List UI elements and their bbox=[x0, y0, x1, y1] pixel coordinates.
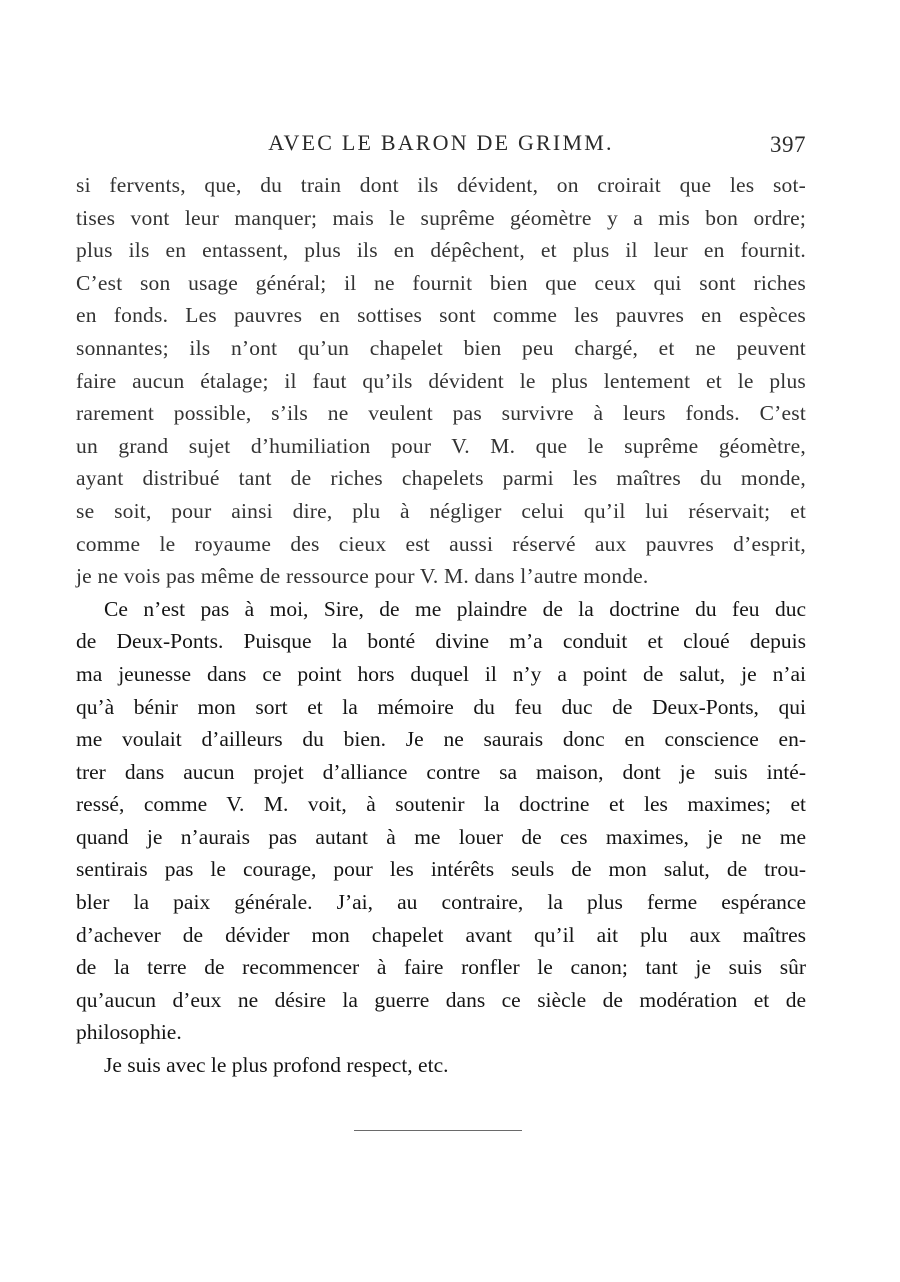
page-number: 397 bbox=[770, 132, 806, 157]
text-line: d’achever de dévider mon chapelet avant qu’il ait plu aux maîtres bbox=[76, 922, 806, 947]
text-line: de la terre de recommencer à faire ronfler le canon; tant je suis sûr bbox=[76, 955, 806, 980]
running-header bbox=[76, 126, 806, 166]
text-line: de Deux-Ponts. Puisque la bonté divine m’a conduit et cloué depuis bbox=[76, 629, 806, 654]
body-text bbox=[76, 169, 806, 1082]
text-line: faire aucun étalage; il faut qu’ils dévident le plus lentement et le plus bbox=[76, 368, 806, 393]
text-line: sentirais pas le courage, pour les intérêts seuls de mon salut, de trou- bbox=[76, 857, 806, 882]
text-line: je ne vois pas même de ressource pour V. M. dans l’autre monde. bbox=[76, 564, 649, 589]
text-line: quand je n’aurais pas autant à me louer de ces maximes, je ne me bbox=[76, 824, 806, 849]
text-line: comme le royaume des cieux est aussi réservé aux pauvres d’esprit, bbox=[76, 531, 806, 556]
running-title: AVEC LE BARON DE GRIMM. bbox=[268, 130, 614, 155]
text-line: en fonds. Les pauvres en sottises sont comme les pauvres en espèces bbox=[76, 303, 806, 328]
paragraph-continued bbox=[76, 169, 806, 593]
text-line: si fervents, que, du train dont ils dévident, on croirait que les sot- bbox=[76, 173, 806, 197]
text-line: ma jeunesse dans ce point hors duquel il n’y a point de salut, je n’ai bbox=[76, 661, 806, 686]
paragraph-doctrine bbox=[76, 593, 806, 1049]
text-line: tises vont leur manquer; mais le suprême géomètre y a mis bon ordre; bbox=[76, 205, 806, 230]
text-line: rarement possible, s’ils ne veulent pas survivre à leurs fonds. C’est bbox=[76, 401, 806, 426]
text-line: plus ils en entassent, plus ils en dépêchent, et plus il leur en fournit. bbox=[76, 238, 806, 263]
text-line: sonnantes; ils n’ont qu’un chapelet bien peu chargé, et ne peuvent bbox=[76, 335, 806, 360]
text-line: qu’à bénir mon sort et la mémoire du feu duc de Deux-Ponts, qui bbox=[76, 694, 806, 719]
text-line: bler la paix générale. J’ai, au contraire, la plus ferme espérance bbox=[76, 890, 806, 915]
text-line: philosophie. bbox=[76, 1020, 182, 1045]
closing-line: Je suis avec le plus profond respect, etc. bbox=[104, 1053, 449, 1078]
end-rule bbox=[354, 1130, 522, 1131]
text-line: se soit, pour ainsi dire, plu à négliger celui qu’il lui réservait; et bbox=[76, 498, 806, 523]
text-line: C’est son usage général; il ne fournit bien que ceux qui sont riches bbox=[76, 270, 806, 295]
text-line: ayant distribué tant de riches chapelets parmi les maîtres du monde, bbox=[76, 466, 806, 491]
text-line: un grand sujet d’humiliation pour V. M. que le suprême géomètre, bbox=[76, 433, 806, 458]
text-line: qu’aucun d’eux ne désire la guerre dans ce siècle de modération et de bbox=[76, 987, 806, 1012]
text-line: trer dans aucun projet d’alliance contre sa maison, dont je suis inté- bbox=[76, 759, 806, 784]
text-line: me voulait d’ailleurs du bien. Je ne saurais donc en conscience en- bbox=[76, 727, 806, 752]
paragraph-closing bbox=[76, 1049, 806, 1082]
text-line: ressé, comme V. M. voit, à soutenir la doctrine et les maximes; et bbox=[76, 792, 806, 817]
text-line: Ce n’est pas à moi, Sire, de me plaindre de la doctrine du feu duc bbox=[104, 596, 806, 621]
